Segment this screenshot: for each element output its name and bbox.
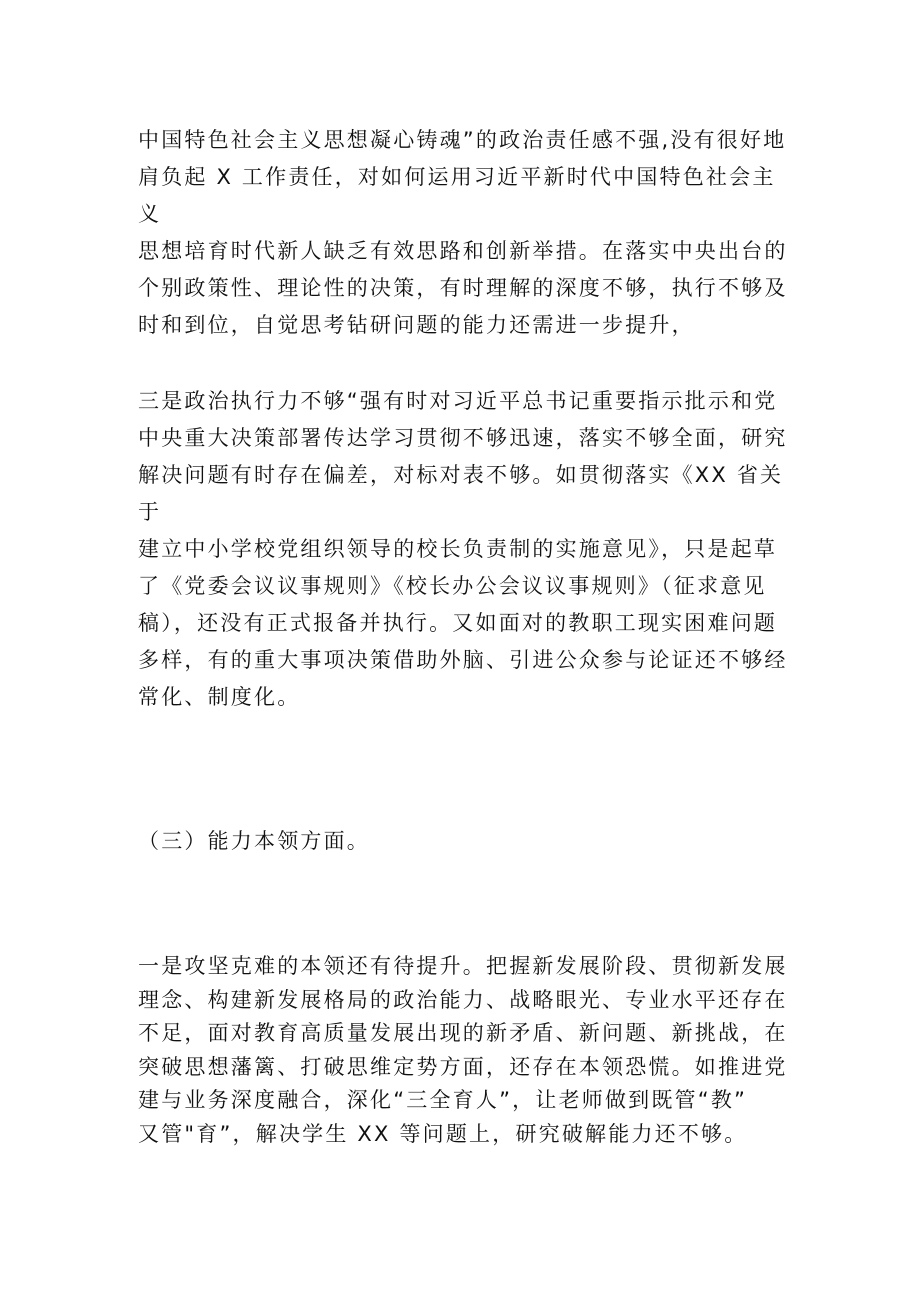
section-heading-ability: （三）能力本领方面。 [138, 829, 370, 853]
paragraph-political-execution: 三是政治执行力不够“强有时对习近平总书记重要指示批示和党 中央重大决策部署传达学习贯彻不够迅速，落实不够全面，研究 解决问题有时存在偏差，对标对表不够。如贯彻落实《XX 省关于 建立中小学校党组织领导的校长负责制的实施意见》，只是起草 了《党委会议议事规则》《校长办公会议议事规则》（征求意见 稿），还没有正式报备并执行。又如面对的教职工现实困难问题 多样，有的重大事项决策借助外脑、引进公众参与论证还不够经 常化、制度化。 [138, 389, 788, 709]
paragraph-political-responsibility: 中国特色社会主义思想凝心铸魂”的政治责任感不强,没有很好地 肩负起 X 工作责任，对如何运用习近平新时代中国特色社会主义 思想培育时代新人缺乏有效思路和创新举措。在落实中央出台的 个别政策性、理论性的决策，有时理解的深度不够，执行不够及 时和到位，自觉思考钻研问题的能力还需进一步提升， [138, 128, 788, 337]
paragraph-tackling-difficulties: 一是攻坚克难的本领还有待提升。把握新发展阶段、贯彻新发展 理念、构建新发展格局的政治能力、战略眼光、专业水平还存在 不足，面对教育高质量发展出现的新矛盾、新问题、新挑战，在 突破思想藩篱、打破思维定势方面，还存在本领恐慌。如推进党 建与业务深度融合，深化“三全育人”，让老师做到既管“教” 又管"育”，解决学生 XX 等问题上，研究破解能力还不够。 [138, 954, 788, 1146]
